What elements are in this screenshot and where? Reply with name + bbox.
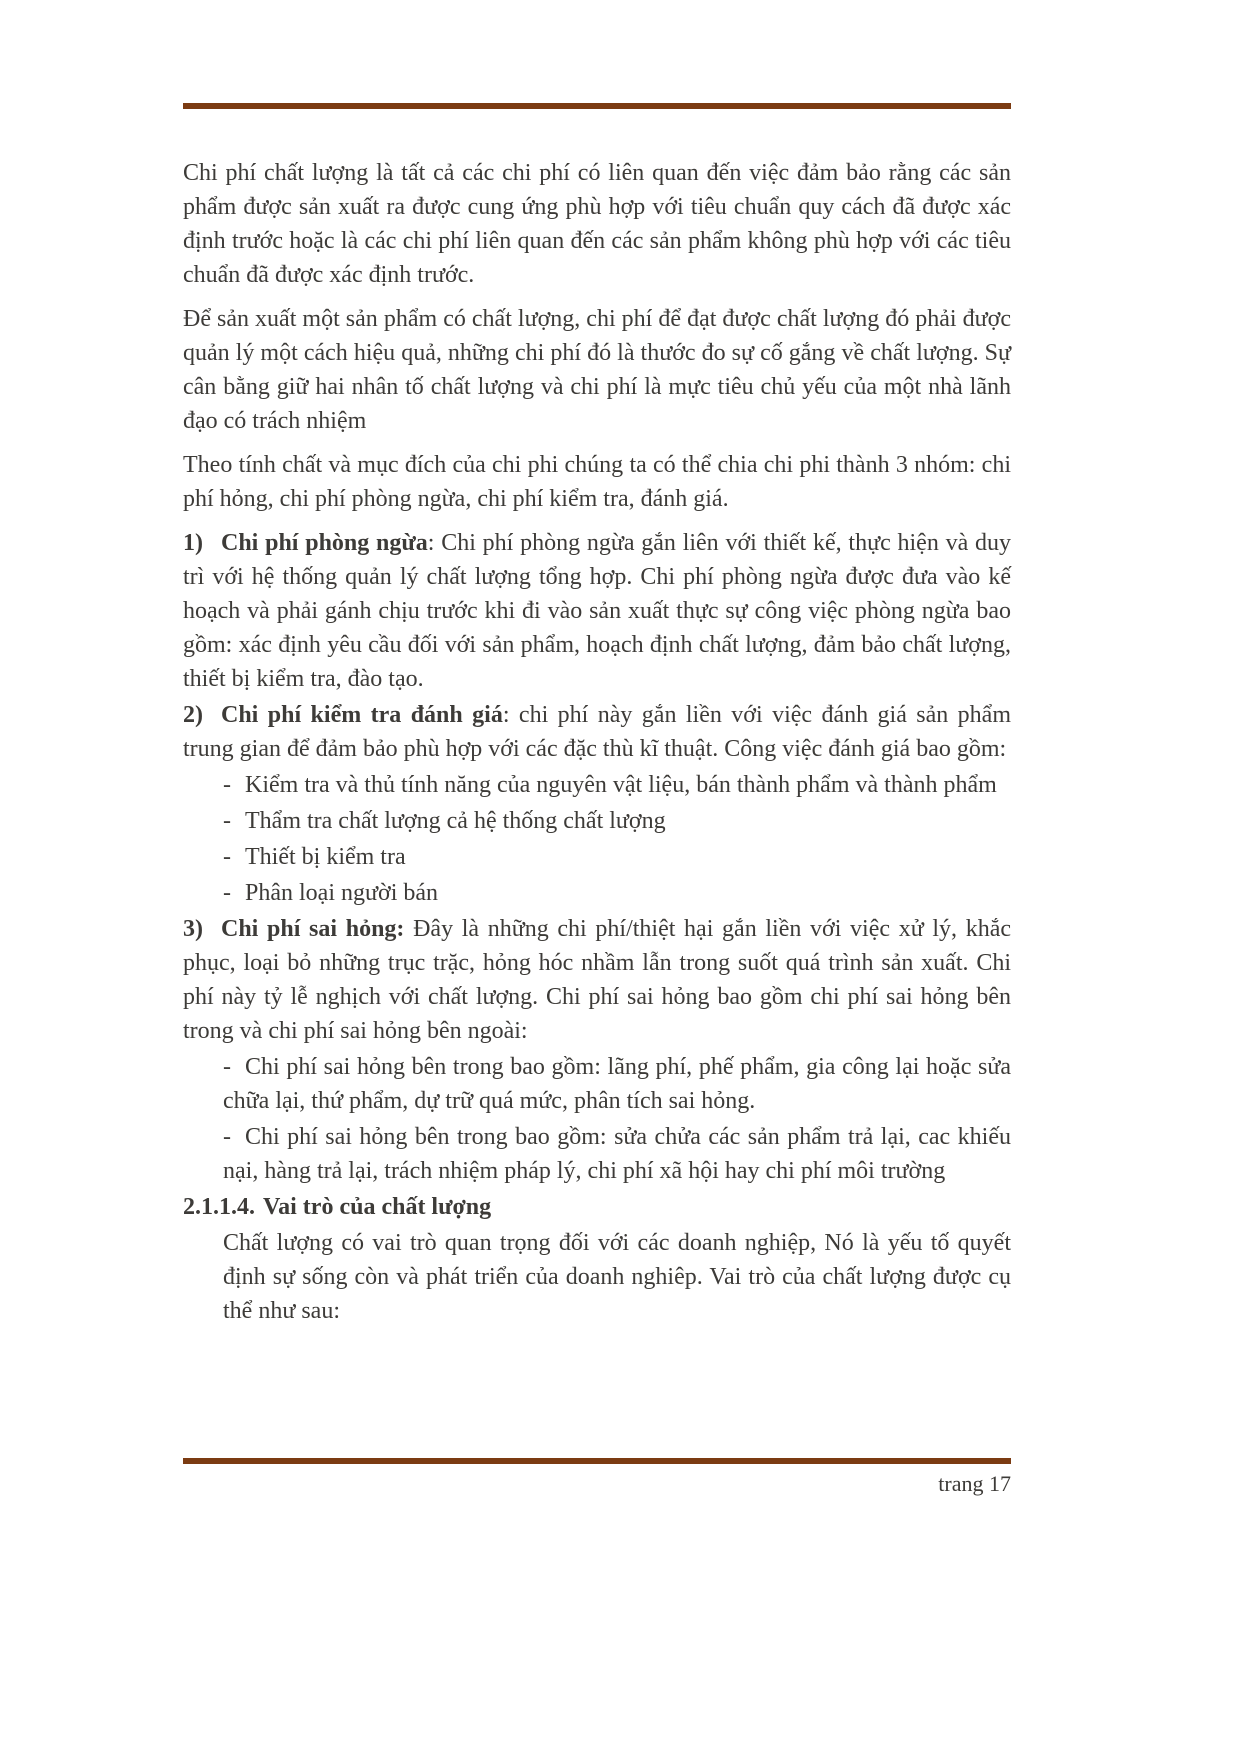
body-paragraph-2: Để sản xuất một sản phẩm có chất lượng, chi phí để đạt được chất lượng đó phải được quản lý một cách hiệu quả, những chi phí đó là thước đo sự cố gắng về chất lượng. Sự cân bằng giữ hai nhân tố chất lượng và chi phí là mực tiêu chủ yếu của một nhà lãnh đạo có trách nhiệm [183,306,1011,434]
item-2-text: : chi phí này gắn liền với việc đánh giá sản phẩm trung gian để đảm bảo phù hợp với các đặc thù kĩ thuật. Công việc đánh giá bao gồm: [183,702,1011,762]
item-2-title: Chi phí kiểm tra đánh giá [221,702,503,728]
page-footer [183,1470,1011,1498]
closing-paragraph: Chất lượng có vai trò quan trọng đối với các doanh nghiệp, Nó là yếu tố quyết định sự sống còn và phát triển của doanh nghiêp. Vai trò của chất lượng được cụ thể như sau: [223,1230,1011,1324]
item-1-number: 1) [183,530,203,556]
section-heading [183,1190,1011,1224]
page-content [183,156,1011,1338]
section-heading-title: Vai trò của chất lượng [263,1194,492,1220]
item-1-text: : Chi phí phòng ngừa gắn liên với thiết kế, thực hiện và duy trì với hệ thống quản lý chất lượng tổng hợp. Chi phí phòng ngừa được đưa vào kế hoạch và phải gánh chịu trước khi đi vào sản xuất thực sự công việc phòng ngừa bao gồm: xác định yêu cầu đối với sản phẩm, hoạch định chất lượng, đảm bảo chất lượng, thiết bị kiểm tra, đào tạo. [183,530,1011,692]
dash-bullet-marker: - [223,844,231,870]
bullet-text: Thiết bị kiểm tra [245,844,406,870]
bottom-horizontal-rule [183,1458,1011,1464]
body-paragraph-1: Chi phí chất lượng là tất cả các chi phí có liên quan đến việc đảm bảo rằng các sản phẩm được sản xuất ra được cung ứng phù hợp với tiêu chuẩn quy cách đã được xác định trước hoặc là các chi phí liên quan đến các sản phẩm không phù hợp với các tiêu chuẩn đã được xác định trước. [183,160,1011,288]
bullet-text: Chi phí sai hỏng bên trong bao gồm: lãng phí, phế phẩm, gia công lại hoặc sửa chữa lại, thứ phẩm, dự trữ quá mức, phân tích sai hỏng. [223,1054,1011,1114]
dash-bullet-marker: - [223,772,231,798]
dash-bullet-marker: - [223,1124,231,1150]
item-3-text: Đây là những chi phí/thiệt hại gắn liền với việc xử lý, khắc phục, loại bỏ những trục trặc, hỏng hóc nhầm lẫn trong suốt quá trình sản xuất. Chi phí này tỷ lễ nghịch với chất lượng. Chi phí sai hỏng bao gồm chi phí sai hỏng bên trong và chi phí sai hỏng bên ngoài: [183,916,1012,1044]
item-3-title: Chi phí sai hỏng: [221,916,405,942]
numbered-item-2 [183,698,1011,766]
numbered-item-1 [183,526,1011,696]
page-number: trang 17 [938,1471,1011,1496]
bullet-item [223,876,1011,910]
section-heading-number: 2.1.1.4. [183,1194,255,1220]
bullet-text: Thẩm tra chất lượng cả hệ thống chất lượng [245,808,666,834]
dash-bullet-marker: - [223,808,231,834]
item-2-number: 2) [183,702,203,728]
bullet-item [223,804,1011,838]
bullet-item [223,1050,1011,1118]
numbered-item-3 [183,912,1011,1048]
body-paragraph-3: Theo tính chất và mục đích của chi phi chúng ta có thể chia chi phi thành 3 nhóm: chi phí hỏng, chi phí phòng ngừa, chi phí kiểm tra, đánh giá. [183,452,1011,512]
bullet-text: Chi phí sai hỏng bên trong bao gồm: sửa chửa các sản phẩm trả lại, cac khiếu nại, hàng trả lại, trách nhiệm pháp lý, chi phí xã hội hay chi phí môi trường [223,1124,1011,1184]
dash-bullet-marker: - [223,880,231,906]
item-1-title: Chi phí phòng ngừa [221,530,428,556]
bullet-item [223,1120,1011,1188]
item-3-number: 3) [183,916,203,942]
bullet-text: Phân loại người bán [245,880,439,906]
dash-bullet-marker: - [223,1054,231,1080]
bullet-item [223,840,1011,874]
top-horizontal-rule [183,103,1011,109]
bullet-text: Kiểm tra và thủ tính năng của nguyên vật liệu, bán thành phẩm và thành phẩm [245,772,997,798]
bullet-item [223,768,1011,802]
